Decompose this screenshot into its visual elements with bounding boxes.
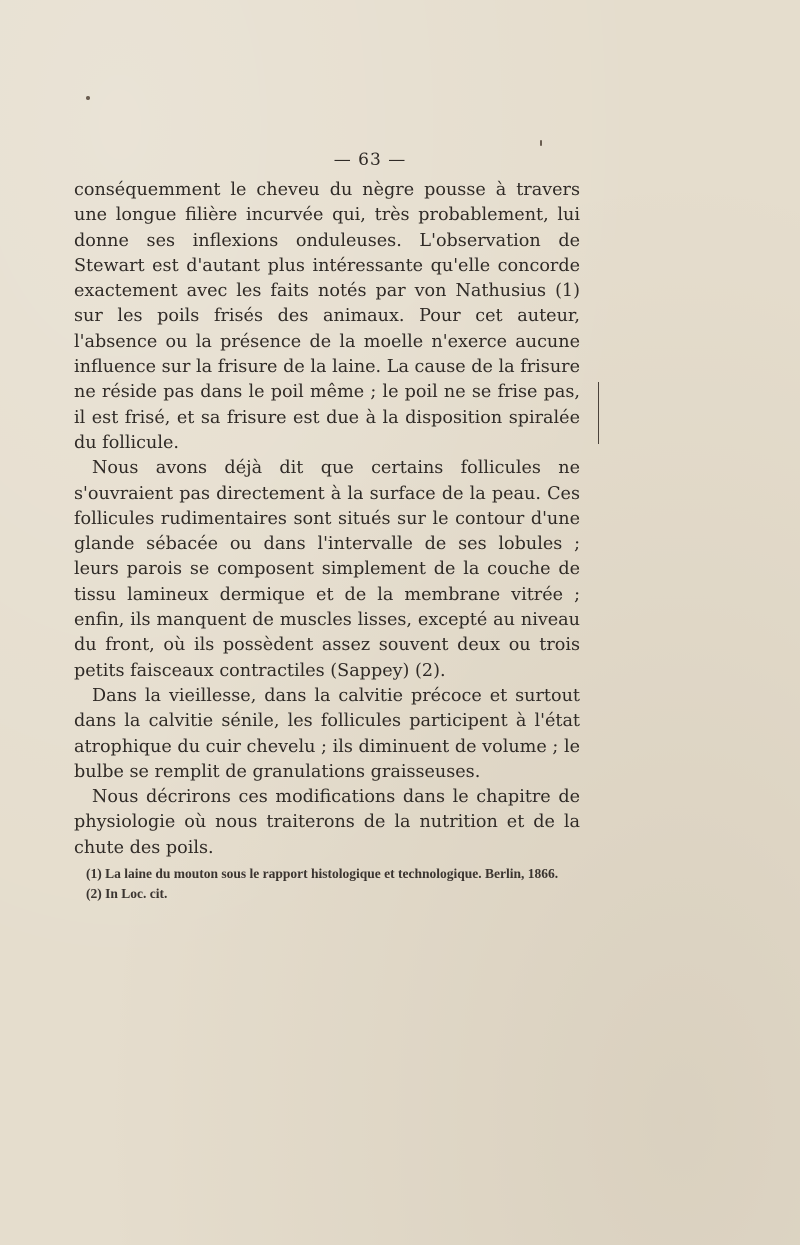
margin-bracket (593, 382, 599, 444)
ink-speck (540, 140, 542, 146)
footnote-text: La laine du mouton sous le rapport histologique et technologique. Berlin, 1866. (105, 866, 559, 881)
footnote (74, 884, 580, 904)
paragraph: Nous avons déjà dit que certains follicules ne s'ouvraient pas directement à la surface de la peau. Ces follicules rudimentaires sont situés sur le contour d'une glande sébacée ou dans l'intervalle de ses lobules ; leurs parois se composent simplement de la couche de tissu lamineux dermique et de la membrane vitrée ; enfin, ils manquent de muscles lisses, excepté au niveau du front, où ils possèdent assez souvent deux ou trois petits faisceaux contractiles (Sappey) (2). (74, 458, 580, 681)
body-text (74, 178, 580, 861)
footnote-text: In Loc. cit. (105, 886, 168, 901)
paragraph: conséquemment le cheveu du nègre pousse à travers une longue filière incurvée qui, très probablement, lui donne ses inflexions onduleuses. L'observation de Stewart est d'autant plus intéressante qu'elle concorde exactement avec les faits notés par von Nathusius (1) sur les poils frisés des animaux. Pour cet auteur, l'absence ou la présence de la moelle n'exerce aucune influence sur la frisure de la laine. La cause de la frisure ne réside pas dans le poil même ; le poil ne se frise pas, il est frisé, et sa frisure est due à la disposition spiralée du follicule. (74, 180, 580, 453)
footnote-mark: (1) (86, 866, 102, 881)
page-number: — 63 — (333, 150, 407, 170)
ink-speck (86, 96, 90, 100)
paragraph: Nous décrirons ces modifications dans le chapitre de physiologie où nous traiterons de la nutrition et de la chute des poils. (74, 787, 580, 858)
paragraph: Dans la vieillesse, dans la calvitie précoce et surtout dans la calvitie sénile, les follicules participent à l'état atrophique du cuir chevelu ; ils diminuent de volume ; le bulbe se remplit de granulations graisseuses. (74, 685, 580, 782)
footnotes (74, 864, 580, 904)
footnote-mark: (2) (86, 886, 102, 901)
footnote (74, 864, 580, 884)
